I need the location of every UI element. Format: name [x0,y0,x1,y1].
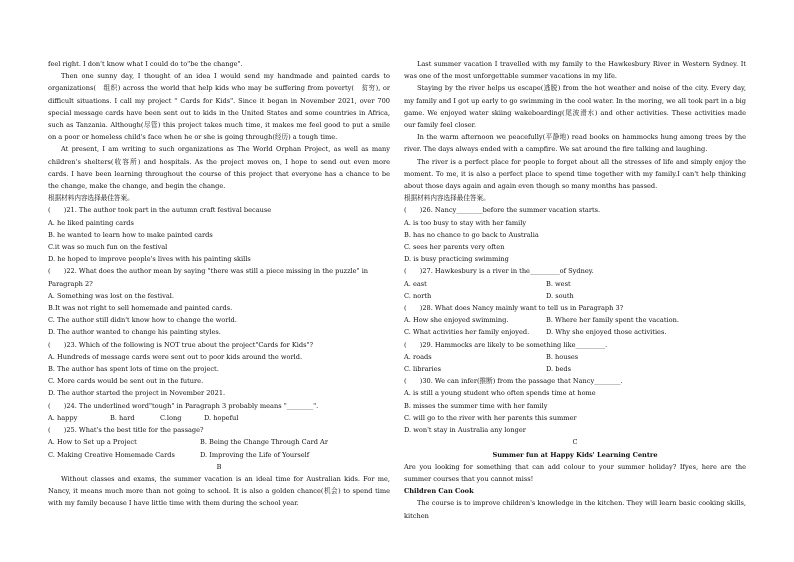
passage-c-paragraph: The course is to improve children's knowledge in the kitchen. They will learn basic cooking skills, kitchen [404,499,746,520]
option: A. happy [48,413,78,422]
question-23: ( )23. Which of the following is NOT true about the project"Cards for Kids"? [48,340,314,349]
question-22-cont: Paragraph 2? [48,279,93,288]
option: A. How she enjoyed swimming. [404,316,509,325]
passage-b-paragraph: Last summer vacation I travelled with my family to the Hawkesbury River in Western Sydney. It was one of the most unforgettable summer vacations in my life. [404,60,746,81]
option: C. north [404,291,432,300]
option: B. has no chance to go back to Australia [404,230,539,239]
options-row [404,314,746,326]
passage-c-paragraph: Are you looking for something that can add colour to your summer holiday? Ifyes, here are the summer courses that you cannot miss! [404,462,746,483]
option: A. How to Set up a Project [48,438,137,447]
option: B. Being the Change Through Card Ar [200,438,328,447]
section-heading: C [572,438,578,447]
option: D. Improving the Life of Yourself [200,450,310,459]
passage-c-title: Summer fun at Happy Kids' Learning Centre [492,450,658,459]
passage-b-paragraph: The river is a perfect place for people to forget about all the stresses of life and simply enjoy the moment. To me, it is also a perfect place to spend time together with my family.I can't help thinking about those days again and again even though so many months has passed. [404,157,746,191]
passage-a-end: feel right. I don't know what I could do to"be the change". [48,60,243,68]
option: B. west [546,279,571,288]
options-row [404,290,746,302]
option: C. libraries [404,365,442,374]
option: B. he wanted to learn how to make painted cards [48,230,213,239]
options-row [48,412,390,424]
option: B. houses [546,352,579,361]
option: D. won't stay in Australia any longer [404,426,526,435]
option: B.It was not right to sell homemade and painted cards. [48,304,233,313]
option: D. hopeful [204,413,239,422]
option: A. Something was lost on the festival. [48,291,174,300]
question-26: ( )26. Nancy________before the summer vacation starts. [404,206,601,215]
question-24: ( )24. The underlined word"tough" in Paragraph 3 probably means "________". [48,401,319,410]
instructions: 根据材料内容选择最佳答案。 [48,194,134,203]
course-heading: Children Can Cook [404,487,474,496]
option: C. What activities her family enjoyed. [404,328,530,337]
passage-a-paragraph: At present, I am writing to such organizations as The World Orphan Project, as well as many children's shelters(收容所) and hospitals. As the project moves on, I hope to send out even more cards. I have been learning throughout the course of this project that everyone has a chance to be the change, make the change, and begin the change. [48,145,390,191]
passage-b-paragraph: In the warm afternoon we peacefully(平静地) read books on hammocks hung among trees by the river. The days always ended with a campfire. We sat around the fire talking and laughing. [404,133,746,154]
option: D. he hoped to improve people's lives with his painting skills [48,255,251,264]
left-column [48,58,390,510]
option: B. The author has spent lots of time on the project. [48,365,219,374]
option: A. roads [404,352,432,361]
option: C. will go to the river with her parents this summer [404,413,577,422]
option: C. Making Creative Homemade Cards [48,450,175,459]
options-row [404,326,746,338]
option: B. hard [110,413,135,422]
option: D. Why she enjoyed those activities. [546,328,667,337]
passage-b-paragraph: Without classes and exams, the summer vacation is an ideal time for Australian kids. For me, Nancy, it means much more than not going to school. It is also a golden chance(机会) to spend time with my family because I have little time with them during the school year. [48,474,390,508]
option: D. is busy practicing swimming [404,255,509,264]
question-29: ( )29. Hammocks are likely to be something like_________. [404,340,608,349]
option: C.long [160,413,182,422]
instructions: 根据材料内容选择最佳答案。 [404,194,490,203]
section-heading: B [216,462,222,471]
passage-a-paragraph: Then one sunny day, I thought of an idea I would send my handmade and painted cards to organizations( 组织) across the world that help kids who may be suffering from poverty( 贫穷), or difficult situations. I call my project " Cards for Kids". Since it began in November 2021, over 700 special message cards have been sent out to kids in the United States and some countries in Africa, such as Tanzania. Although(尽管) this project takes much time, it makes me feel good to put a smile on a poor or homeless child's face when he or she is going through(经历) a tough time. [48,72,390,142]
question-21: ( )21. The author took part in the autumn craft festival because [48,206,272,215]
option: C. The author still didn't know how to change the world. [48,316,237,325]
option: D. The author started the project in November 2021. [48,389,226,398]
option: D. south [546,291,574,300]
right-column [404,58,746,522]
options-row [404,363,746,375]
option: C. sees her parents very often [404,243,505,252]
option: B. misses the summer time with her family [404,401,548,410]
option: A. is still a young student who often spends time at home [404,389,596,398]
question-30: ( )30. We can infer(推断) from the passage that Nancy________. [404,377,623,386]
option: A. Hundreds of message cards were sent out to poor kids around the world. [48,352,303,361]
option: D. beds [546,365,571,374]
question-22: ( )22. What does the author mean by saying "there was still a piece missing in the puzzle" in [48,267,369,276]
question-25: ( )25. What's the best title for the passage? [48,426,204,435]
options-row [404,278,746,290]
question-27: ( )27. Hawkesbury is a river in the_________of Sydney. [404,267,594,276]
options-row [48,449,390,461]
options-row [48,436,390,448]
option: B. Where her family spent the vacation. [546,316,679,325]
option: C. More cards would be sent out in the future. [48,377,204,386]
option: A. he liked painting cards [48,218,134,227]
passage-b-paragraph: Staying by the river helps us escape(逃脱) from the hot weather and noise of the city. Every day, my family and I got up early to go swimming in the cool water. In the moring, we all took part in a big game. We enjoyed water skiing wakeboarding(尾波滑水) and other activities. These activities made our family feel closer. [404,84,746,130]
option: C.it was so much fun on the festival [48,243,168,252]
option: D. The author wanted to change his painting styles. [48,328,221,337]
option: A. is too busy to stay with her family [404,218,527,227]
option: A. east [404,279,427,288]
question-28: ( )28. What does Nancy mainly want to tell us in Paragraph 3? [404,304,624,313]
options-row [404,351,746,363]
